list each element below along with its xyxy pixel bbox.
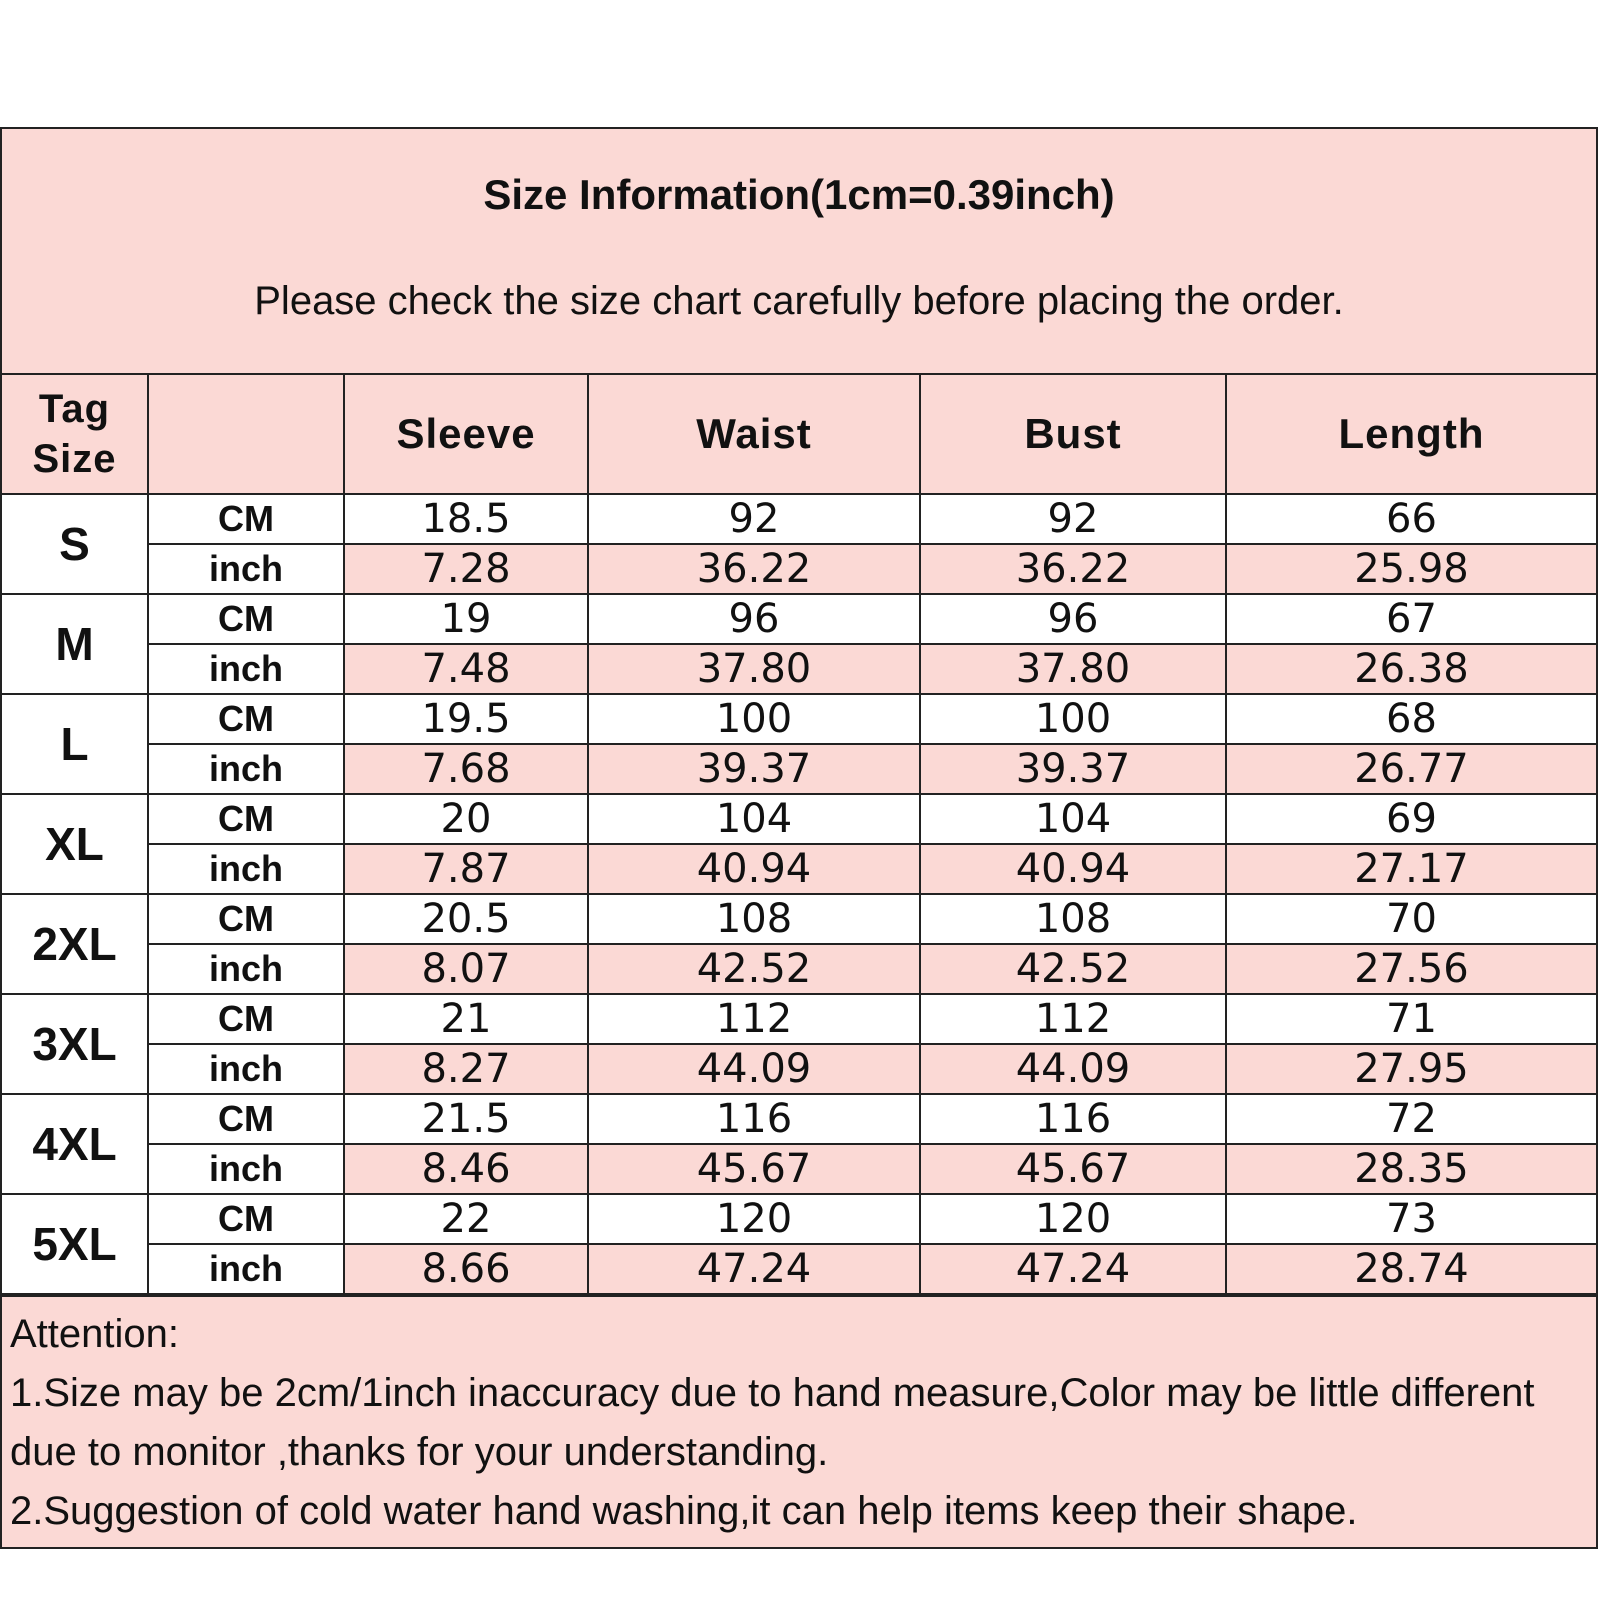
length-cell: 28.74 [1226,1244,1596,1294]
table-row [2,894,1596,944]
length-cell: 67 [1226,594,1596,644]
table-row [2,744,1596,794]
waist-cell: 120 [588,1194,920,1244]
waist-cell: 42.52 [588,944,920,994]
attention-note-1: 1.Size may be 2cm/1inch inaccuracy due to hand measure,Color may be little different due to monitor ,thanks for your understanding. [10,1371,1535,1474]
waist-cell: 116 [588,1094,920,1144]
sleeve-cell: 18.5 [344,494,588,544]
bust-cell: 40.94 [920,844,1226,894]
waist-cell: 104 [588,794,920,844]
table-row [2,1094,1596,1144]
tag-size-cell: 4XL [2,1094,148,1194]
waist-cell: 108 [588,894,920,944]
sleeve-cell: 8.46 [344,1144,588,1194]
waist-cell: 45.67 [588,1144,920,1194]
header-tag-line2: Size [32,437,117,481]
length-cell: 69 [1226,794,1596,844]
waist-cell: 96 [588,594,920,644]
table-row [2,844,1596,894]
tag-size-cell: XL [2,794,148,894]
bust-cell: 47.24 [920,1244,1226,1294]
table-row [2,494,1596,544]
sleeve-cell: 8.27 [344,1044,588,1094]
sleeve-cell: 7.87 [344,844,588,894]
header-unit [148,375,344,494]
bust-cell: 120 [920,1194,1226,1244]
unit-cell: CM [148,894,344,944]
unit-cell: inch [148,1144,344,1194]
unit-cell: CM [148,794,344,844]
bust-cell: 112 [920,994,1226,1044]
waist-cell: 92 [588,494,920,544]
chart-title: Size Information(1cm=0.39inch) [483,171,1115,218]
unit-cell: CM [148,594,344,644]
table-row [2,944,1596,994]
unit-cell: inch [148,744,344,794]
unit-cell: CM [148,694,344,744]
attention-heading: Attention: [10,1312,180,1356]
header-length: Length [1226,375,1596,494]
sleeve-cell: 7.48 [344,644,588,694]
length-cell: 73 [1226,1194,1596,1244]
table-row [2,544,1596,594]
length-cell: 72 [1226,1094,1596,1144]
bust-cell: 36.22 [920,544,1226,594]
sleeve-cell: 22 [344,1194,588,1244]
tag-size-cell: M [2,594,148,694]
table-row [2,994,1596,1044]
bust-cell: 116 [920,1094,1226,1144]
header-tag-size [2,375,148,494]
unit-cell: inch [148,544,344,594]
length-cell: 27.17 [1226,844,1596,894]
sleeve-cell: 7.28 [344,544,588,594]
sleeve-cell: 19 [344,594,588,644]
tag-size-cell: S [2,494,148,594]
bust-cell: 104 [920,794,1226,844]
table-row [2,1194,1596,1244]
length-cell: 27.95 [1226,1044,1596,1094]
length-cell: 28.35 [1226,1144,1596,1194]
length-cell: 70 [1226,894,1596,944]
unit-cell: inch [148,1044,344,1094]
unit-cell: CM [148,1194,344,1244]
chart-subtitle: Please check the size chart carefully before placing the order. [254,279,1344,323]
waist-cell: 44.09 [588,1044,920,1094]
attention-note-2: 2.Suggestion of cold water hand washing,it can help items keep their shape. [10,1489,1358,1533]
unit-cell: inch [148,644,344,694]
bust-cell: 42.52 [920,944,1226,994]
waist-cell: 100 [588,694,920,744]
bust-cell: 44.09 [920,1044,1226,1094]
bust-cell: 96 [920,594,1226,644]
length-cell: 66 [1226,494,1596,544]
chart-header [2,129,1596,375]
table-row [2,694,1596,744]
waist-cell: 36.22 [588,544,920,594]
unit-cell: CM [148,994,344,1044]
bust-cell: 100 [920,694,1226,744]
unit-cell: inch [148,1244,344,1294]
unit-cell: inch [148,844,344,894]
tag-size-cell: L [2,694,148,794]
unit-cell: CM [148,494,344,544]
table-row [2,1244,1596,1294]
size-chart [0,127,1598,1549]
bust-cell: 108 [920,894,1226,944]
table-row [2,794,1596,844]
waist-cell: 37.80 [588,644,920,694]
waist-cell: 47.24 [588,1244,920,1294]
length-cell: 26.77 [1226,744,1596,794]
table-header-row [2,375,1596,494]
bust-cell: 39.37 [920,744,1226,794]
sleeve-cell: 8.07 [344,944,588,994]
size-table [2,375,1596,1295]
length-cell: 27.56 [1226,944,1596,994]
bust-cell: 92 [920,494,1226,544]
length-cell: 71 [1226,994,1596,1044]
length-cell: 26.38 [1226,644,1596,694]
sleeve-cell: 19.5 [344,694,588,744]
unit-cell: inch [148,944,344,994]
waist-cell: 40.94 [588,844,920,894]
header-tag-line1: Tag [38,387,111,431]
bust-cell: 45.67 [920,1144,1226,1194]
sleeve-cell: 7.68 [344,744,588,794]
table-row [2,1144,1596,1194]
tag-size-cell: 5XL [2,1194,148,1294]
tag-size-cell: 2XL [2,894,148,994]
sleeve-cell: 21 [344,994,588,1044]
length-cell: 25.98 [1226,544,1596,594]
waist-cell: 112 [588,994,920,1044]
table-row [2,594,1596,644]
bust-cell: 37.80 [920,644,1226,694]
tag-size-cell: 3XL [2,994,148,1094]
header-sleeve: Sleeve [344,375,588,494]
unit-cell: CM [148,1094,344,1144]
sleeve-cell: 20 [344,794,588,844]
attention-notes [2,1295,1596,1547]
table-body [2,494,1596,1294]
sleeve-cell: 8.66 [344,1244,588,1294]
header-bust: Bust [920,375,1226,494]
header-waist: Waist [588,375,920,494]
table-row [2,1044,1596,1094]
sleeve-cell: 21.5 [344,1094,588,1144]
sleeve-cell: 20.5 [344,894,588,944]
waist-cell: 39.37 [588,744,920,794]
length-cell: 68 [1226,694,1596,744]
table-row [2,644,1596,694]
